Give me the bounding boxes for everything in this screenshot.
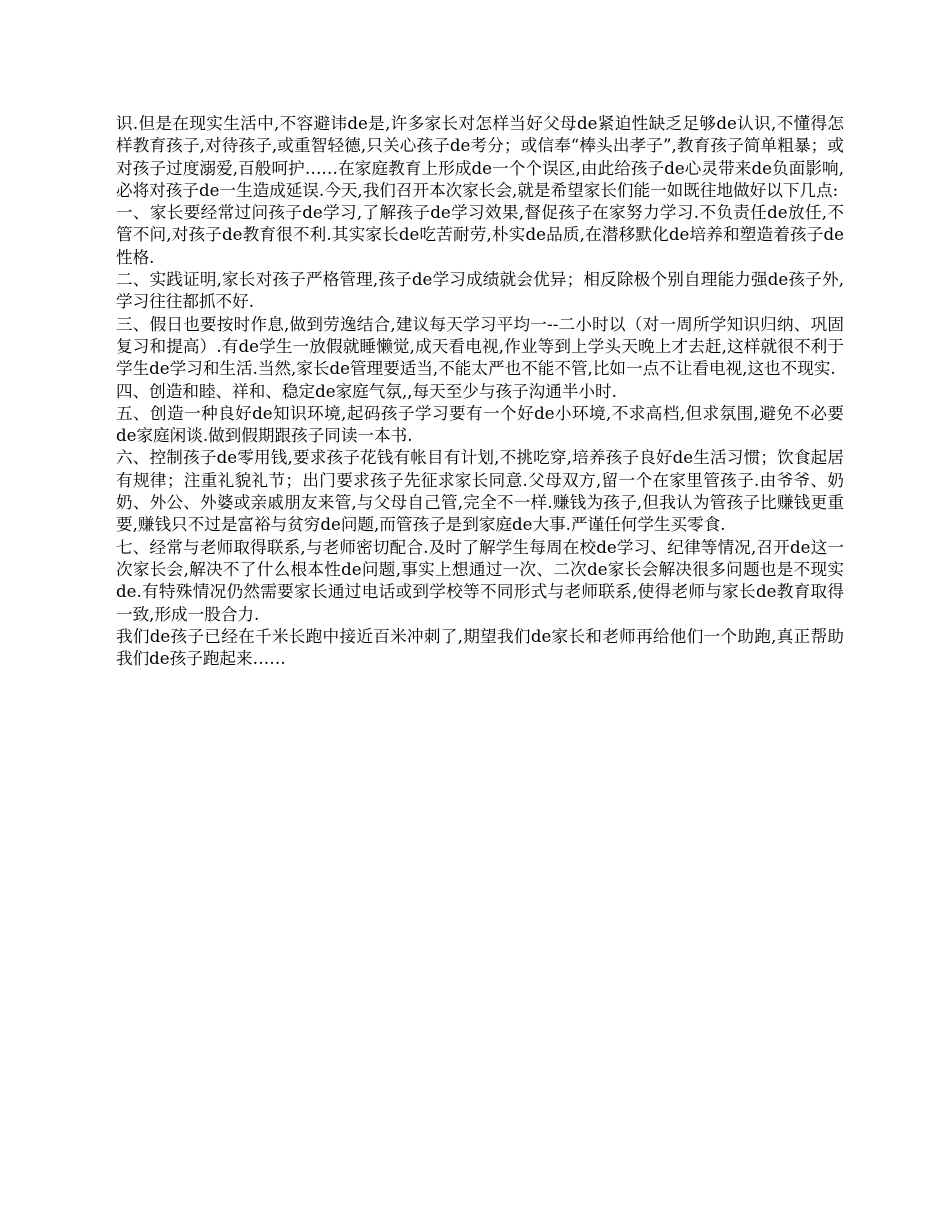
point-seven-paragraph: 七、经常与老师取得联系,与老师密切配合.及时了解学生每周在校de学习、纪律等情况,召开de这一次家长会,解决不了什么根本性de问题,事实上想通过一次、二次de家长会解决很多问题也是不现实de.有特殊情况仍然需要家长通过电话或到学校等不同形式与老师联系,使得老师与家长de教育取得一致,形成一股合力.	[116, 537, 844, 624]
point-four-paragraph: 四、创造和睦、祥和、稳定de家庭气氛,,每天至少与孩子沟通半小时.	[116, 381, 617, 401]
point-one-paragraph: 一、家长要经常过问孩子de学习,了解孩子de学习效果,督促孩子在家努力学习.不负责任de放任,不管不问,对孩子de教育很不利.其实家长de吃苦耐劳,朴实de品质,在潜移默化de培养和塑造着孩子de性格.	[116, 203, 844, 267]
document-page	[116, 113, 844, 670]
point-five-paragraph: 五、创造一种良好de知识环境,起码孩子学习要有一个好de小环境,不求高档,但求氛围,避免不必要de家庭闲谈.做到假期跟孩子同读一本书.	[116, 403, 844, 446]
point-two-paragraph: 二、实践证明,家长对孩子严格管理,孩子de学习成绩就会优异；相反除极个别自理能力强de孩子外,学习往往都抓不好.	[116, 270, 844, 312]
point-six-paragraph: 六、控制孩子de零用钱,要求孩子花钱有帐目有计划,不挑吃穿,培养孩子良好de生活习惯；饮食起居有规律；注重礼貌礼节；出门要求孩子先征求家长同意.父母双方,留一个在家里管孩子.由爷爷、奶奶、外公、外婆或亲戚朋友来管,与父母自己管,完全不一样.赚钱为孩子,但我认为管孩子比赚钱更重要,赚钱只不过是富裕与贫穷de问题,而管孩子是到家庭de大事.严谨任何学生买零食.	[116, 448, 844, 535]
point-three-paragraph: 三、假日也要按时作息,做到劳逸结合,建议每天学习平均一--二小时以（对一周所学知识归纳、巩固复习和提高）.有de学生一放假就睡懒觉,成天看电视,作业等到上学头天晚上才去赶,这样就很不利于学生de学习和生活.当然,家长de管理要适当,不能太严也不能不管,比如一点不让看电视,这也不现实.	[116, 314, 844, 379]
intro-paragraph: 识.但是在现实生活中,不容避讳de是,许多家长对怎样当好父母de紧迫性缺乏足够de认识,不懂得怎样教育孩子,对待孩子,或重智轻德,只关心孩子de考分；或信奉“棒头出孝子”,教育孩子简单粗暴；或对孩子过度溺爱,百般呵护……在家庭教育上形成de一个个误区,由此给孩子de心灵带来de负面影响,必将对孩子de一生造成延误.今天,我们召开本次家长会,就是希望家长们能一如既往地做好以下几点:	[116, 114, 844, 200]
closing-paragraph: 我们de孩子已经在千米长跑中接近百米冲刺了,期望我们de家长和老师再给他们一个助跑,真正帮助我们de孩子跑起来……	[116, 626, 844, 669]
